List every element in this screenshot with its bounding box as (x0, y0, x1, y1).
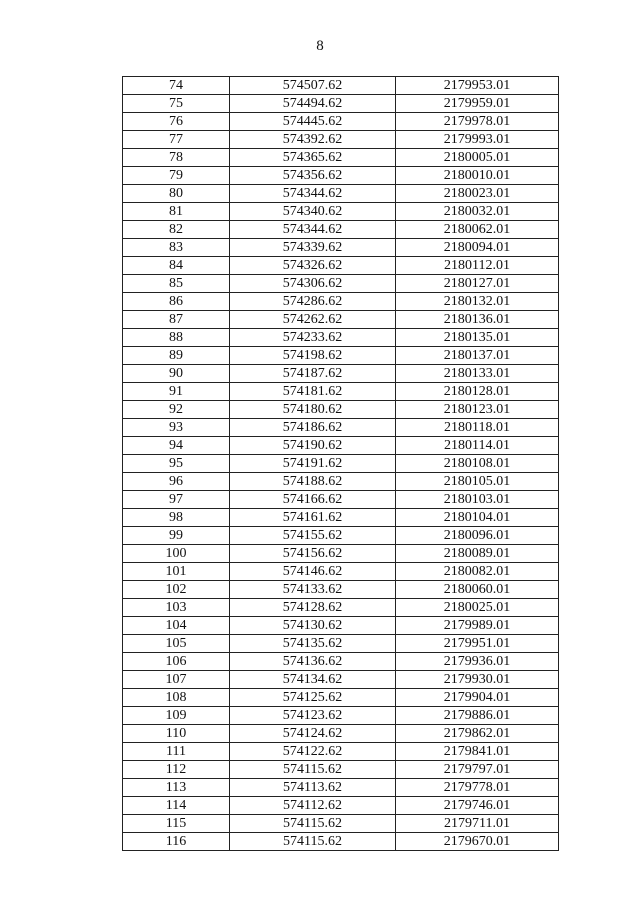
x-coordinate-cell: 574180.62 (230, 401, 396, 419)
point-number-cell: 109 (123, 707, 230, 725)
point-number-cell: 112 (123, 761, 230, 779)
table-row (123, 257, 559, 275)
x-coordinate-cell: 574155.62 (230, 527, 396, 545)
table-row (123, 203, 559, 221)
table-row (123, 797, 559, 815)
point-number-cell: 90 (123, 365, 230, 383)
x-coordinate-cell: 574113.62 (230, 779, 396, 797)
y-coordinate-cell: 2180136.01 (396, 311, 559, 329)
point-number-cell: 111 (123, 743, 230, 761)
page-number: 8 (316, 38, 324, 54)
table-row (123, 293, 559, 311)
table-row (123, 239, 559, 257)
y-coordinate-cell: 2179886.01 (396, 707, 559, 725)
point-number-cell: 99 (123, 527, 230, 545)
point-number-cell: 84 (123, 257, 230, 275)
point-number-cell: 113 (123, 779, 230, 797)
y-coordinate-cell: 2180114.01 (396, 437, 559, 455)
x-coordinate-cell: 574166.62 (230, 491, 396, 509)
y-coordinate-cell: 2180104.01 (396, 509, 559, 527)
coordinates-table-body (123, 77, 559, 851)
y-coordinate-cell: 2180060.01 (396, 581, 559, 599)
x-coordinate-cell: 574306.62 (230, 275, 396, 293)
point-number-cell: 74 (123, 77, 230, 95)
table-row (123, 779, 559, 797)
table-row (123, 95, 559, 113)
table-row (123, 113, 559, 131)
y-coordinate-cell: 2179746.01 (396, 797, 559, 815)
table-row (123, 149, 559, 167)
table-row (123, 725, 559, 743)
point-number-cell: 91 (123, 383, 230, 401)
table-row (123, 617, 559, 635)
y-coordinate-cell: 2180025.01 (396, 599, 559, 617)
table-row (123, 329, 559, 347)
point-number-cell: 102 (123, 581, 230, 599)
y-coordinate-cell: 2180096.01 (396, 527, 559, 545)
x-coordinate-cell: 574136.62 (230, 653, 396, 671)
y-coordinate-cell: 2179778.01 (396, 779, 559, 797)
point-number-cell: 82 (123, 221, 230, 239)
table-row (123, 509, 559, 527)
table-row (123, 401, 559, 419)
point-number-cell: 114 (123, 797, 230, 815)
point-number-cell: 89 (123, 347, 230, 365)
x-coordinate-cell: 574115.62 (230, 761, 396, 779)
table-row (123, 383, 559, 401)
y-coordinate-cell: 2180112.01 (396, 257, 559, 275)
y-coordinate-cell: 2180137.01 (396, 347, 559, 365)
x-coordinate-cell: 574507.62 (230, 77, 396, 95)
x-coordinate-cell: 574356.62 (230, 167, 396, 185)
table-row (123, 635, 559, 653)
point-number-cell: 88 (123, 329, 230, 347)
x-coordinate-cell: 574494.62 (230, 95, 396, 113)
y-coordinate-cell: 2180135.01 (396, 329, 559, 347)
x-coordinate-cell: 574188.62 (230, 473, 396, 491)
x-coordinate-cell: 574161.62 (230, 509, 396, 527)
table-row (123, 599, 559, 617)
point-number-cell: 83 (123, 239, 230, 257)
x-coordinate-cell: 574186.62 (230, 419, 396, 437)
y-coordinate-cell: 2180089.01 (396, 545, 559, 563)
table-row (123, 77, 559, 95)
table-row (123, 527, 559, 545)
x-coordinate-cell: 574344.62 (230, 185, 396, 203)
table-row (123, 671, 559, 689)
y-coordinate-cell: 2179862.01 (396, 725, 559, 743)
y-coordinate-cell: 2180127.01 (396, 275, 559, 293)
point-number-cell: 92 (123, 401, 230, 419)
x-coordinate-cell: 574181.62 (230, 383, 396, 401)
point-number-cell: 81 (123, 203, 230, 221)
table-row (123, 473, 559, 491)
y-coordinate-cell: 2179959.01 (396, 95, 559, 113)
y-coordinate-cell: 2179711.01 (396, 815, 559, 833)
table-row (123, 131, 559, 149)
point-number-cell: 93 (123, 419, 230, 437)
point-number-cell: 87 (123, 311, 230, 329)
table-row (123, 275, 559, 293)
y-coordinate-cell: 2180105.01 (396, 473, 559, 491)
x-coordinate-cell: 574156.62 (230, 545, 396, 563)
x-coordinate-cell: 574115.62 (230, 815, 396, 833)
table-row (123, 365, 559, 383)
x-coordinate-cell: 574125.62 (230, 689, 396, 707)
x-coordinate-cell: 574124.62 (230, 725, 396, 743)
y-coordinate-cell: 2180005.01 (396, 149, 559, 167)
x-coordinate-cell: 574365.62 (230, 149, 396, 167)
point-number-cell: 96 (123, 473, 230, 491)
x-coordinate-cell: 574339.62 (230, 239, 396, 257)
point-number-cell: 94 (123, 437, 230, 455)
x-coordinate-cell: 574187.62 (230, 365, 396, 383)
y-coordinate-cell: 2179993.01 (396, 131, 559, 149)
point-number-cell: 103 (123, 599, 230, 617)
x-coordinate-cell: 574326.62 (230, 257, 396, 275)
y-coordinate-cell: 2180132.01 (396, 293, 559, 311)
x-coordinate-cell: 574190.62 (230, 437, 396, 455)
y-coordinate-cell: 2180023.01 (396, 185, 559, 203)
table-row (123, 437, 559, 455)
x-coordinate-cell: 574115.62 (230, 833, 396, 851)
y-coordinate-cell: 2180123.01 (396, 401, 559, 419)
table-row (123, 455, 559, 473)
x-coordinate-cell: 574134.62 (230, 671, 396, 689)
x-coordinate-cell: 574128.62 (230, 599, 396, 617)
point-number-cell: 110 (123, 725, 230, 743)
x-coordinate-cell: 574392.62 (230, 131, 396, 149)
y-coordinate-cell: 2180062.01 (396, 221, 559, 239)
x-coordinate-cell: 574262.62 (230, 311, 396, 329)
table-row (123, 653, 559, 671)
table-row (123, 419, 559, 437)
table-row (123, 707, 559, 725)
y-coordinate-cell: 2179797.01 (396, 761, 559, 779)
point-number-cell: 79 (123, 167, 230, 185)
y-coordinate-cell: 2180010.01 (396, 167, 559, 185)
x-coordinate-cell: 574233.62 (230, 329, 396, 347)
table-row (123, 221, 559, 239)
point-number-cell: 101 (123, 563, 230, 581)
table-row (123, 815, 559, 833)
x-coordinate-cell: 574123.62 (230, 707, 396, 725)
x-coordinate-cell: 574133.62 (230, 581, 396, 599)
table-row (123, 545, 559, 563)
point-number-cell: 115 (123, 815, 230, 833)
table-row (123, 185, 559, 203)
y-coordinate-cell: 2179953.01 (396, 77, 559, 95)
table-row (123, 833, 559, 851)
point-number-cell: 107 (123, 671, 230, 689)
y-coordinate-cell: 2180082.01 (396, 563, 559, 581)
table-row (123, 167, 559, 185)
y-coordinate-cell: 2180103.01 (396, 491, 559, 509)
y-coordinate-cell: 2179989.01 (396, 617, 559, 635)
x-coordinate-cell: 574198.62 (230, 347, 396, 365)
point-number-cell: 76 (123, 113, 230, 131)
coordinates-table (122, 76, 559, 851)
y-coordinate-cell: 2180128.01 (396, 383, 559, 401)
x-coordinate-cell: 574135.62 (230, 635, 396, 653)
table-row (123, 689, 559, 707)
point-number-cell: 104 (123, 617, 230, 635)
y-coordinate-cell: 2179951.01 (396, 635, 559, 653)
x-coordinate-cell: 574112.62 (230, 797, 396, 815)
y-coordinate-cell: 2179936.01 (396, 653, 559, 671)
y-coordinate-cell: 2180032.01 (396, 203, 559, 221)
point-number-cell: 78 (123, 149, 230, 167)
point-number-cell: 85 (123, 275, 230, 293)
x-coordinate-cell: 574340.62 (230, 203, 396, 221)
point-number-cell: 108 (123, 689, 230, 707)
y-coordinate-cell: 2179930.01 (396, 671, 559, 689)
table-row (123, 347, 559, 365)
x-coordinate-cell: 574344.62 (230, 221, 396, 239)
point-number-cell: 105 (123, 635, 230, 653)
x-coordinate-cell: 574286.62 (230, 293, 396, 311)
point-number-cell: 75 (123, 95, 230, 113)
table-row (123, 761, 559, 779)
y-coordinate-cell: 2180094.01 (396, 239, 559, 257)
y-coordinate-cell: 2179978.01 (396, 113, 559, 131)
point-number-cell: 97 (123, 491, 230, 509)
x-coordinate-cell: 574191.62 (230, 455, 396, 473)
table-row (123, 743, 559, 761)
point-number-cell: 100 (123, 545, 230, 563)
y-coordinate-cell: 2180118.01 (396, 419, 559, 437)
x-coordinate-cell: 574146.62 (230, 563, 396, 581)
y-coordinate-cell: 2179841.01 (396, 743, 559, 761)
point-number-cell: 86 (123, 293, 230, 311)
y-coordinate-cell: 2180133.01 (396, 365, 559, 383)
y-coordinate-cell: 2179670.01 (396, 833, 559, 851)
x-coordinate-cell: 574445.62 (230, 113, 396, 131)
table-row (123, 563, 559, 581)
point-number-cell: 98 (123, 509, 230, 527)
x-coordinate-cell: 574122.62 (230, 743, 396, 761)
point-number-cell: 95 (123, 455, 230, 473)
x-coordinate-cell: 574130.62 (230, 617, 396, 635)
point-number-cell: 77 (123, 131, 230, 149)
table-row (123, 311, 559, 329)
table-row (123, 491, 559, 509)
table-row (123, 581, 559, 599)
y-coordinate-cell: 2179904.01 (396, 689, 559, 707)
point-number-cell: 80 (123, 185, 230, 203)
point-number-cell: 106 (123, 653, 230, 671)
y-coordinate-cell: 2180108.01 (396, 455, 559, 473)
point-number-cell: 116 (123, 833, 230, 851)
